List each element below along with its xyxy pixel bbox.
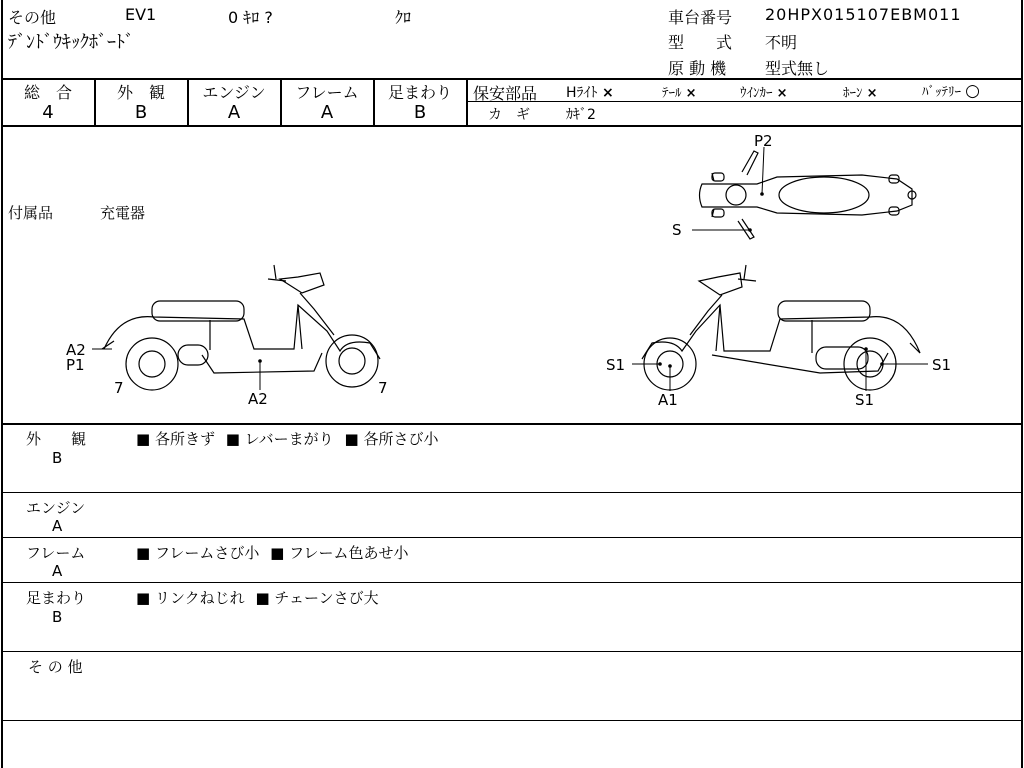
section-line-3 xyxy=(1,582,1023,583)
section-suspension-label: 足まわり xyxy=(26,589,87,607)
category: その他 xyxy=(8,8,57,27)
label-left-7-b: 7 xyxy=(378,379,388,397)
safety-winker xyxy=(740,82,788,101)
grade-value-frame: A xyxy=(320,102,334,123)
safety-horn-name: ﾎｰﾝ xyxy=(843,86,863,101)
note-bullet: ■ xyxy=(225,430,240,448)
scooter-left-view xyxy=(102,265,380,390)
safety-winker-mark: × xyxy=(776,86,788,101)
note-item: チェーンさび大 xyxy=(274,589,379,607)
note-item: レバーまがり xyxy=(244,430,334,448)
note-bullet: ■ xyxy=(136,589,151,607)
section-frame-grade: A xyxy=(52,562,63,580)
key-value: ｶｷﾞ2 xyxy=(566,107,596,123)
safety-headlight-mark: × xyxy=(601,85,614,101)
safety-headlight xyxy=(566,82,614,102)
label-left-p1: P1 xyxy=(66,356,85,374)
section-line-0 xyxy=(1,423,1023,425)
model-name: ﾃﾞﾝﾄﾞｳｷｯｸﾎﾞｰﾄﾞ xyxy=(8,32,134,53)
note-bullet: ■ xyxy=(270,544,285,562)
section-line-4 xyxy=(1,651,1023,652)
grade-label-suspension: 足まわり xyxy=(387,83,452,102)
section-exterior-grade: B xyxy=(52,449,63,467)
note-bullet: ■ xyxy=(136,544,151,562)
label-right-s1-bottom: S1 xyxy=(855,391,875,409)
safety-headlight-name: Hﾗｲﾄ xyxy=(566,85,598,101)
grade-value-exterior: B xyxy=(134,102,148,123)
model-code: EV1 xyxy=(125,5,157,24)
safety-horn-mark: × xyxy=(866,86,878,101)
label-p2: P2 xyxy=(754,132,773,150)
point-s xyxy=(748,228,752,232)
grade-value-overall: 4 xyxy=(42,102,54,123)
note-item: 各所きず xyxy=(154,430,215,448)
safety-battery xyxy=(922,81,980,101)
label-left-a2-top: A2 xyxy=(66,341,86,359)
section-line-1 xyxy=(1,492,1023,493)
safety-winker-name: ｳｲﾝｶｰ xyxy=(740,86,773,101)
label-right-s1-left: S1 xyxy=(606,356,626,374)
grade-value-engine: A xyxy=(227,102,241,123)
section-exterior-notes xyxy=(136,428,438,449)
safety-horn xyxy=(843,82,878,101)
note-bullet: ■ xyxy=(344,430,359,448)
grade-label-frame: フレーム xyxy=(295,83,359,102)
grade-label-engine: エンジン xyxy=(202,83,266,102)
section-line-2 xyxy=(1,537,1023,538)
note-item: フレーム色あせ小 xyxy=(289,544,409,562)
scooter-diagrams xyxy=(2,127,1022,423)
section-line-5 xyxy=(1,720,1023,721)
scooter-top-view xyxy=(700,151,917,239)
engine-label: 原 動 機 xyxy=(668,59,727,78)
section-frame-label: フレーム xyxy=(26,544,86,562)
label-s: S xyxy=(672,221,682,239)
accessories-value: 充電器 xyxy=(100,204,146,222)
scooter-right-view xyxy=(642,265,920,390)
leader-p2 xyxy=(762,147,764,194)
safety-tail-mark: × xyxy=(685,86,697,101)
note-bullet: ■ xyxy=(136,430,151,448)
safety-battery-name: ﾊﾞｯﾃﾘｰ xyxy=(922,85,961,100)
label-right-s1-right: S1 xyxy=(932,356,952,374)
chassis-label: 車台番号 xyxy=(668,8,733,27)
engine-value: 型式無し xyxy=(765,59,830,78)
section-suspension-notes xyxy=(136,587,379,608)
grade-label-exterior: 外 観 xyxy=(116,83,165,102)
grid-div-5 xyxy=(466,79,468,126)
type-value: 不明 xyxy=(765,33,798,52)
grade-label-overall: 総 合 xyxy=(23,83,72,102)
safety-tail xyxy=(662,82,697,101)
grade-value-suspension: B xyxy=(413,102,427,123)
note-item: フレームさび小 xyxy=(154,544,260,562)
label-left-7-a: 7 xyxy=(114,379,124,397)
color: ｸﾛ xyxy=(395,8,412,27)
safety-label: 保安部品 xyxy=(473,84,538,103)
note-bullet: ■ xyxy=(255,589,270,607)
type-label: 型 式 xyxy=(668,33,733,52)
accessories-label: 付属品 xyxy=(8,204,54,222)
section-engine-label: エンジン xyxy=(26,499,86,517)
section-engine-grade: A xyxy=(52,517,63,535)
safety-mid-line xyxy=(467,101,1023,102)
key-label: カ ギ xyxy=(488,107,530,123)
mileage: 0 ｷﾛ ? xyxy=(228,8,273,27)
label-left-a2-bottom: A2 xyxy=(248,390,268,408)
note-item: 各所さび小 xyxy=(363,430,439,448)
safety-battery-mark: ○ xyxy=(965,81,980,101)
label-right-a1: A1 xyxy=(658,391,678,409)
section-other-label: そ の 他 xyxy=(28,658,83,676)
section-suspension-grade: B xyxy=(52,608,63,626)
section-exterior-label: 外 観 xyxy=(26,430,87,448)
section-frame-notes xyxy=(136,542,409,563)
note-item: リンクねじれ xyxy=(154,589,245,607)
safety-tail-name: ﾃｰﾙ xyxy=(662,86,682,101)
chassis-number: 20HPX015107EBM011 xyxy=(765,5,962,24)
